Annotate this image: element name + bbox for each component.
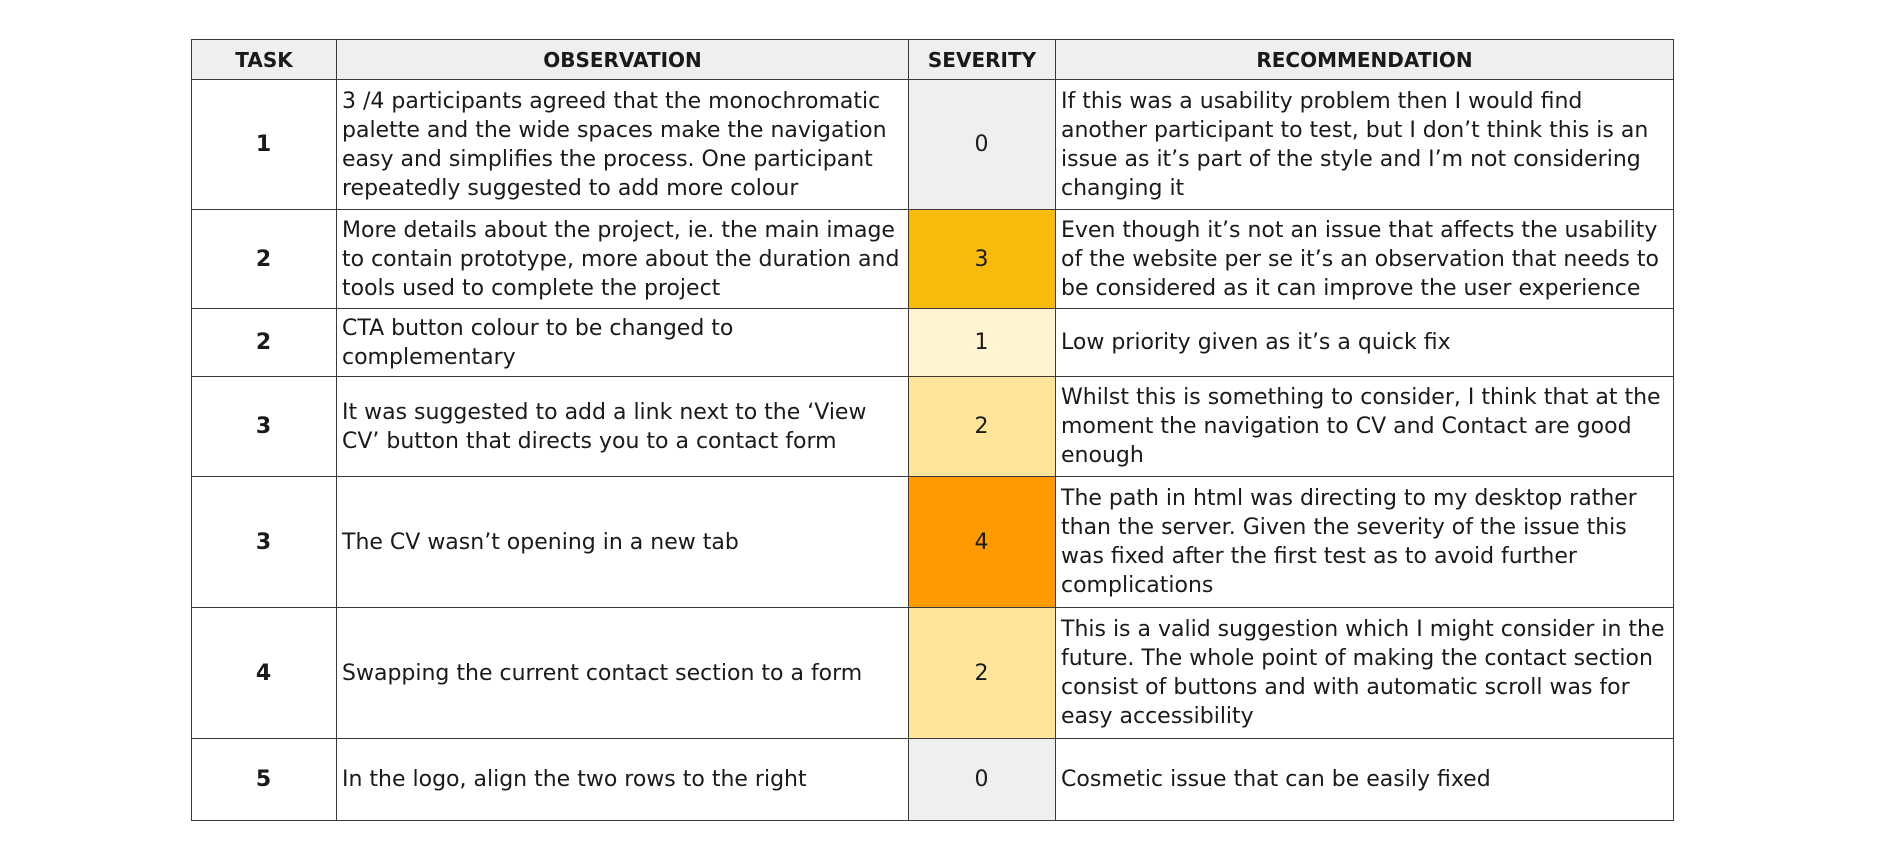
task-cell: 1 (192, 80, 337, 210)
task-cell: 2 (192, 309, 337, 377)
observation-cell: It was suggested to add a link next to the ‘View CV’ button that directs you to a contact form (337, 377, 909, 477)
table-header (192, 40, 1674, 80)
table-row (192, 377, 1674, 477)
table-row (192, 309, 1674, 377)
recommendation-cell: Even though it’s not an issue that affects the usability of the website per se it’s an observation that needs to be considered as it can improve the user experience (1056, 210, 1674, 309)
recommendation-cell: Low priority given as it’s a quick fix (1056, 309, 1674, 377)
task-cell: 5 (192, 739, 337, 821)
table-row (192, 477, 1674, 608)
observation-cell: Swapping the current contact section to a form (337, 608, 909, 739)
recommendation-cell: Whilst this is something to consider, I think that at the moment the navigation to CV and Contact are good enough (1056, 377, 1674, 477)
observation-cell: The CV wasn’t opening in a new tab (337, 477, 909, 608)
recommendation-cell: Cosmetic issue that can be easily fixed (1056, 739, 1674, 821)
recommendation-cell: If this was a usability problem then I would find another participant to test, but I don’t think this is an issue as it’s part of the style and I’m not considering changing it (1056, 80, 1674, 210)
header-recommendation: RECOMMENDATION (1056, 40, 1674, 80)
observation-cell: 3 /4 participants agreed that the monochromatic palette and the wide spaces make the navigation easy and simplifies the process. One participant repeatedly suggested to add more colour (337, 80, 909, 210)
header-task: TASK (192, 40, 337, 80)
usability-findings-table (191, 39, 1674, 821)
severity-cell: 1 (909, 309, 1056, 377)
severity-cell: 0 (909, 80, 1056, 210)
severity-cell: 3 (909, 210, 1056, 309)
observation-cell: CTA button colour to be changed to complementary (337, 309, 909, 377)
table-row (192, 608, 1674, 739)
task-cell: 3 (192, 377, 337, 477)
observation-cell: In the logo, align the two rows to the right (337, 739, 909, 821)
table-row (192, 739, 1674, 821)
recommendation-cell: This is a valid suggestion which I might consider in the future. The whole point of making the contact section consist of buttons and with automatic scroll was for easy accessibility (1056, 608, 1674, 739)
header-row (192, 40, 1674, 80)
table-row (192, 210, 1674, 309)
task-cell: 4 (192, 608, 337, 739)
recommendation-cell: The path in html was directing to my desktop rather than the server. Given the severity of the issue this was fixed after the first test as to avoid further complications (1056, 477, 1674, 608)
header-severity: SEVERITY (909, 40, 1056, 80)
header-observation: OBSERVATION (337, 40, 909, 80)
severity-cell: 2 (909, 377, 1056, 477)
table-body (192, 80, 1674, 821)
severity-cell: 2 (909, 608, 1056, 739)
task-cell: 2 (192, 210, 337, 309)
severity-cell: 4 (909, 477, 1056, 608)
observation-cell: More details about the project, ie. the main image to contain prototype, more about the duration and tools used to complete the project (337, 210, 909, 309)
task-cell: 3 (192, 477, 337, 608)
table-row (192, 80, 1674, 210)
severity-cell: 0 (909, 739, 1056, 821)
